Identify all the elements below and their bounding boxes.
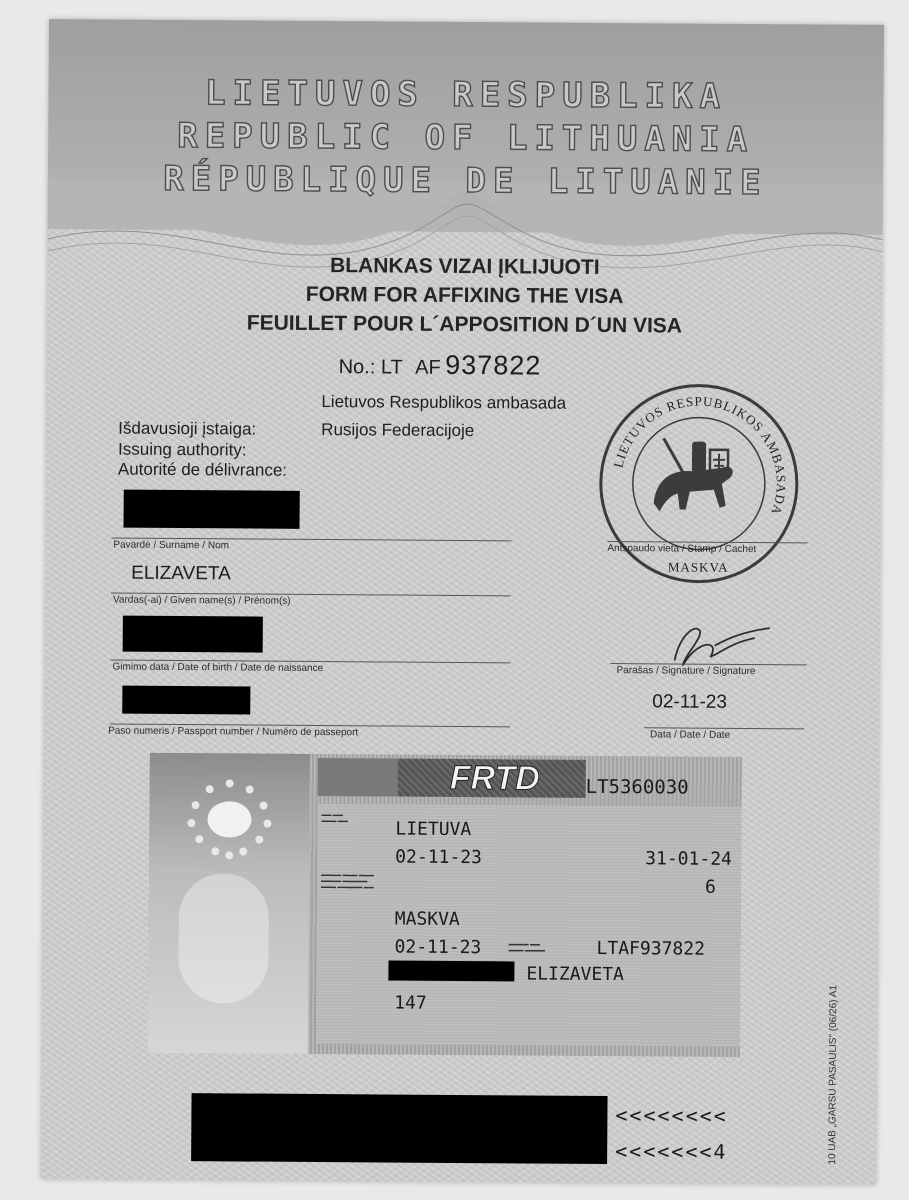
date-of-birth-redacted [123,616,263,653]
visa-surname-redacted [388,960,514,981]
visa-given-name: ELIZAVETA [526,963,625,986]
form-title-french: FEUILLET POUR L´APPOSITION D´UN VISA [246,311,683,338]
visa-label-passport: ▬▬▬▬ ▬▬ ▬▬▬ ▬▬▬▬ [508,941,545,954]
form-title-lithuanian: BLANKAS VIZAI ĮKLIJUOTI [329,254,600,279]
visa-issue-date: 02-11-23 [394,936,482,959]
visa-sticker-number: LT5360030 [585,775,689,799]
visa-fields-panel [316,804,742,1047]
mrz-line1-tail: <<<<<<<< [615,1103,728,1128]
visa-valid-from: 02-11-23 [395,846,482,869]
seal-ring-text: LIETUVOS RESPUBLIKOS AMBASADA [610,393,789,518]
date-value: 02-11-23 [652,691,728,713]
form-number-value: 937822 [445,349,542,381]
stamp-label: Antspaudo vieta / Stamp / Cachet [607,543,757,556]
visa-label-type: ▬▬▬▬ ▬▬▬ ▬▬▬ ▬▬▬▬ ▬▬▬▬▬ ▬▬▬ ▬▬▬▬▬ ▬▬ [320,872,374,891]
visa-valid-until: 31-01-24 [645,848,732,870]
visa-place-of-issue: MASKVA [394,908,460,930]
issuing-authority-value-line1: Lietuvos Respublikos ambasada [321,392,567,413]
form-number-series: AF [415,356,441,379]
visa-entries: 6 [704,876,716,898]
visa-passport-number: LTAF937822 [596,937,706,960]
visa-valid-for: LIETUVA [395,818,472,841]
visa-hologram-strip [318,758,398,797]
passport-number-redacted [122,686,250,715]
visa-label-valid-for: ▬▬ ▬▬ ▬▬▬ ▬▬ [321,812,348,825]
form-number-prefix: No.: LT [338,356,403,379]
visa-type: FRTD [449,758,540,798]
form-title-english: FORM FOR AFFIXING THE VISA [305,282,624,309]
header-line-french: RÉPUBLIQUE DE LITUANIE [163,158,768,204]
surname-label: Pavardė / Surname / Nom [113,539,230,552]
visa-remarks: 147 [394,992,427,1014]
visa-sticker [148,753,742,1057]
issuing-authority-value-line2: Rusijos Federacijoje [321,420,475,441]
knight-on-horse-icon [654,438,733,512]
signature-label: Parašas / Signature / Signature [616,665,756,678]
header-line-lithuanian: LIETUVOS RESPUBLIKA [204,73,728,117]
date-label: Data / Date / Date [650,729,731,741]
visa-form-sheet [41,19,884,1185]
mrz-line2-tail: <<<<<<<4 [615,1139,728,1164]
form-number [339,349,542,381]
visa-ghost-photo [178,873,269,1004]
eu-stars-emblem-icon [179,773,280,864]
issuing-authority-label-fr: Autorité de délivrance: [117,459,288,480]
passport-number-label: Paso numeris / Passport number / Numéro de passeport [108,725,359,739]
given-name-value: ELIZAVETA [131,562,231,585]
mrz-redacted [191,1093,607,1164]
date-of-birth-label: Gimimo data / Date of birth / Date de naissance [112,661,324,675]
seal-bottom-text: MASKVA [667,559,729,575]
surname-redacted [124,490,300,529]
issuing-authority-label-lt: Išdavusioji įstaiga: [118,418,257,439]
given-name-label: Vardas(-ai) / Given name(s) / Prénom(s) [112,594,291,607]
issuing-authority-label-en: Issuing authority: [117,439,247,460]
header-line-english: REPUBLIC OF LITHUANIA [177,115,755,161]
printer-imprint: 10 UAB „GARSU PASAULIS" (06/26) A1 [827,985,840,1165]
